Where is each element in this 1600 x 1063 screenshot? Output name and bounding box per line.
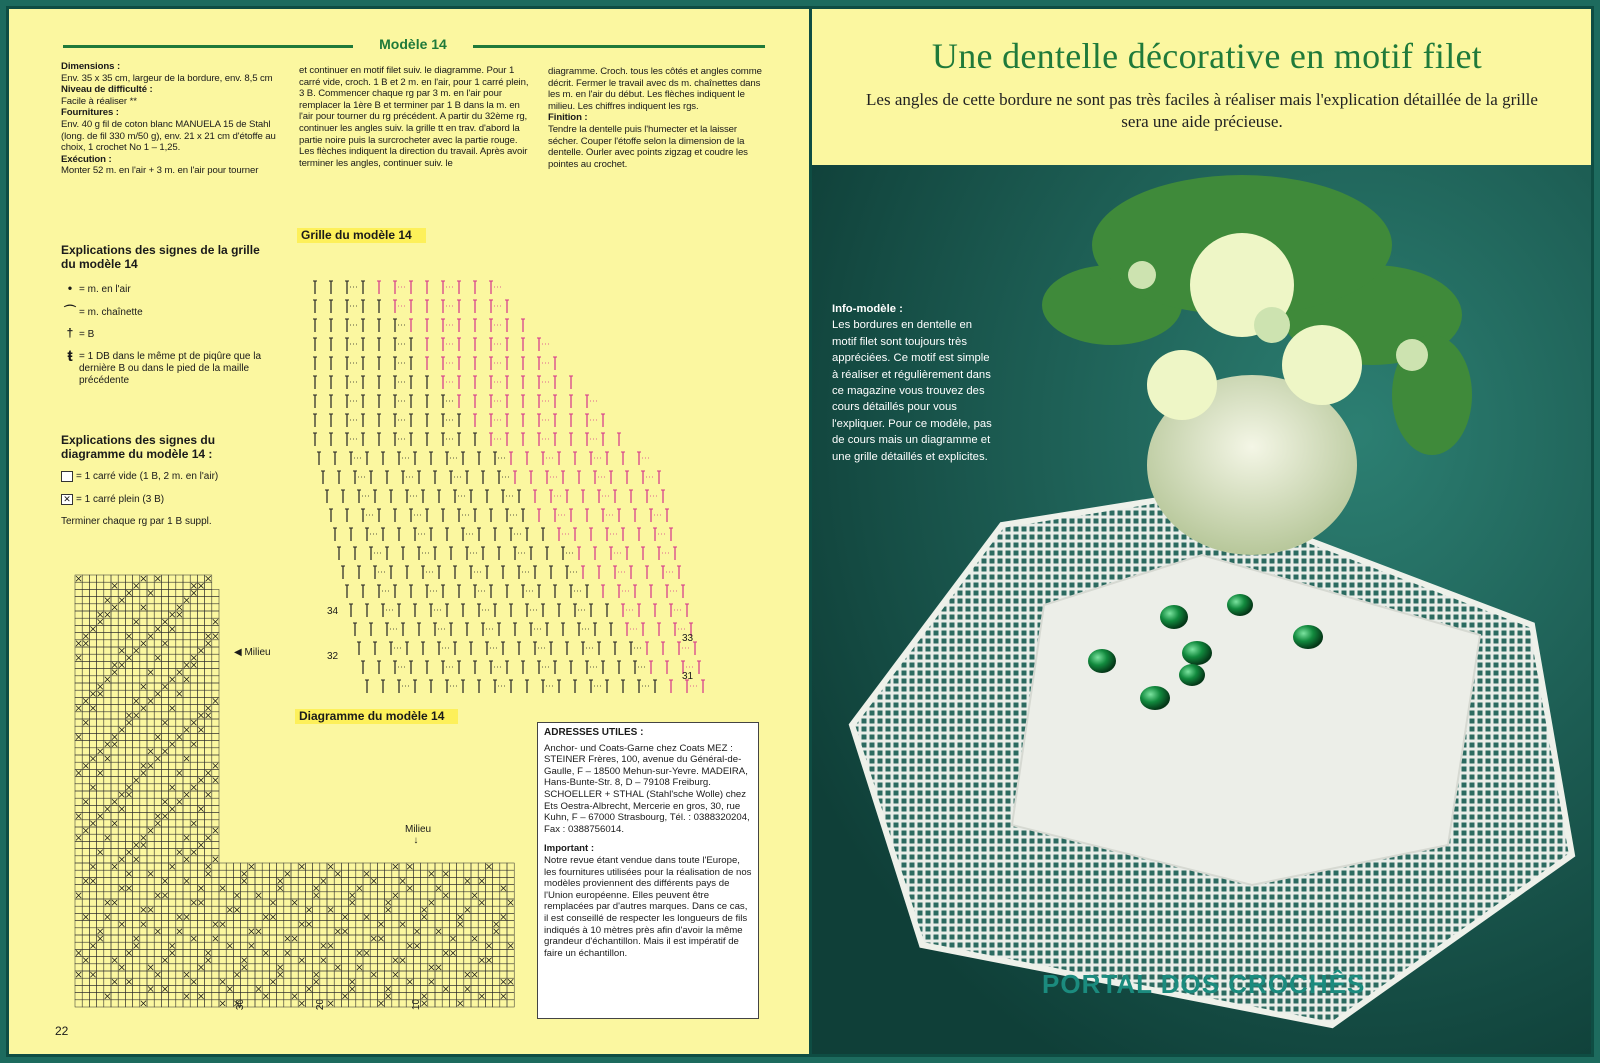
diagram-label: Diagramme du modèle 14 bbox=[295, 709, 458, 724]
info-text: Les bordures en dentelle en motif filet sont toujours très appréciées. Ce motif est simple à réaliser et régulièrement dans ce magazine vous trouvez des cours détaillés pour vous l'expliquer. Pour ce modèle, pas de cours mais un diagramme et une grille détaillés et explicites. bbox=[832, 319, 992, 463]
col3-text: diagramme. Croch. tous les côtés et angles comme décrit. Fermer le travail avec ds m. chaînettes dans les m. en l'air du début. Les flèches indiquent le milieu. Les chiffres indiquent les rgs. bbox=[548, 66, 762, 112]
text-column-2: et continuer en motif filet suiv. le diagramme. Pour 1 carré vide, croch. 1 B et 2 m. en l'air, pour 1 carré plein, 3 B. Commencer chaque rg par 3 m. en l'air pour remplacer la 1ère B et terminer par 1 B dans la m. en l'air pour tourner du rg précédent. A partir du 32ème rg, continuer les angles suiv. la grille tt en trav. d'abord la partie noire puis la surcrocheter avec la partie rouge. Les flèches indiquent la direction du travail. Après avoir terminer les angles, continuer suiv. le bbox=[299, 65, 529, 169]
watermark: PORTAL DOS CROCHÊS bbox=[1042, 969, 1366, 999]
header-rule-left bbox=[63, 45, 353, 48]
header-rule-right bbox=[473, 45, 765, 48]
text-column-1 bbox=[61, 61, 291, 177]
doily-photo bbox=[812, 165, 1591, 1054]
article-title: Une dentelle décorative en motif filet bbox=[931, 36, 1483, 76]
milieu-label: ◀ Milieu bbox=[234, 647, 271, 658]
grid-signs-title: Explications des signes de la grille du modèle 14 bbox=[61, 243, 260, 271]
grid-sign-text: = m. en l'air bbox=[79, 284, 131, 295]
grid-sign-text: = 1 DB dans le même pt de piqûre que la dernière B ou dans le pied de la maille précédente bbox=[79, 351, 262, 386]
diagram-note: Terminer chaque rg par 1 B suppl. bbox=[61, 516, 212, 527]
dimensions-text: Env. 35 x 35 cm, largeur de la bordure, env. 8,5 cm bbox=[61, 72, 273, 84]
important-text: Notre revue étant vendue dans toute l'Europe, les fournitures utilisées pour la réalisation de nos modèles proviennent des différents pays de l'Union européenne. Elles peuvent être remplacées par d'autres marques. Dans ce cas, il est conseillé de respecter les longueurs de fils indiqués à 10 mètres près afin d'avoir la même grandeur d'échantillon. Mais il est impératif de faire un échantillon. bbox=[544, 854, 752, 959]
supplies-text: Env. 40 g fil de coton blanc MANUELA 15 de Stahl (long. de fil 330 m/50 g), env. 21 x 21 cm d'étoffe au choix, 1 crochet No 1 – 1,25. bbox=[61, 118, 276, 154]
diagram-signs-title: Explications des signes du diagramme du modèle 14 : bbox=[61, 433, 216, 461]
filet-diagram bbox=[67, 571, 517, 1021]
difficulty-text: Facile à réaliser ** bbox=[61, 95, 137, 107]
address-text: Anchor- und Coats-Garne chez Coats MEZ : STEINER Frères, 100, avenue du Général-de-Gaulle, F – 18500 Mehun-sur-Yevre. MADEIRA, Hans-Bunte-Str. 8, D – 79108 Freiburg. SCHOELLER + STHAL (Stahl'sche Wolle) chez Ets Oestra-Albrecht, Mercerie en gros, 30, rue Kuhn, F – 67000 Strasbourg, Tél. : 0388320204, Fax : 0388756014. bbox=[544, 742, 750, 835]
grid-sign-row bbox=[61, 327, 291, 341]
row-number: 34 bbox=[327, 606, 339, 617]
milieu-text: Milieu bbox=[244, 647, 271, 658]
grid-sign-row bbox=[61, 348, 291, 387]
execution-text: Monter 52 m. en l'air + 3 m. en l'air pour tourner bbox=[61, 165, 259, 177]
row-number: 31 bbox=[682, 671, 694, 682]
article-subtitle: Les angles de cette bordure ne sont pas très faciles à réaliser mais l'explication détaillée de la grille sera une aide précieuse. bbox=[866, 90, 1538, 131]
text-column-3 bbox=[548, 66, 768, 170]
finition-text: Tendre la dentelle puis l'humecter et la laisser sécher. Couper l'étoffe selon la dimension de la dentelle. Ourler avec points zigzag et coudre les pointes au crochet. bbox=[548, 123, 748, 170]
finition-heading: Finition : bbox=[548, 112, 588, 124]
empty-square-icon bbox=[61, 471, 73, 482]
row-number: 33 bbox=[682, 633, 694, 644]
dimensions-heading: Dimensions : bbox=[61, 61, 121, 72]
double-crochet-icon: † bbox=[66, 326, 74, 340]
milieu-label: Milieu ↓ bbox=[405, 824, 432, 846]
page-number: 22 bbox=[55, 1024, 69, 1038]
address-title: ADRESSES UTILES : bbox=[544, 727, 644, 738]
axis-number: 20 bbox=[315, 998, 327, 1011]
filled-square-icon: ✕ bbox=[61, 494, 73, 505]
grid-sign-row bbox=[61, 305, 291, 319]
diagram-sign-row bbox=[61, 494, 164, 506]
right-page bbox=[812, 9, 1591, 1054]
grid-sign-text: = B bbox=[79, 329, 95, 340]
info-title: Info-modèle : bbox=[832, 303, 903, 315]
grid-sign-row bbox=[61, 282, 291, 296]
important-heading: Important : bbox=[544, 843, 595, 855]
model-title: Modèle 14 bbox=[379, 36, 447, 52]
grille-label: Grille du modèle 14 bbox=[297, 228, 426, 243]
left-page bbox=[9, 9, 809, 1054]
milieu-text: Milieu bbox=[405, 824, 432, 835]
diagram-sign-row bbox=[61, 471, 218, 483]
info-box bbox=[832, 301, 992, 465]
axis-number: 30 bbox=[235, 998, 247, 1011]
supplies-heading: Fournitures : bbox=[61, 107, 119, 119]
treble-crochet-icon: ŧ bbox=[67, 348, 73, 365]
diagram-sign-text: = 1 carré plein (3 B) bbox=[76, 494, 165, 506]
grid-sign-text: = m. chaînette bbox=[79, 307, 143, 318]
axis-number: 10 bbox=[411, 998, 423, 1011]
model-header bbox=[63, 36, 765, 53]
row-number: 32 bbox=[327, 651, 339, 662]
execution-heading: Exécution : bbox=[61, 153, 112, 165]
slip-stitch-icon: ⌒ bbox=[63, 304, 76, 318]
photo-illustration bbox=[812, 165, 1591, 1054]
diagram-sign-text: = 1 carré vide (1 B, 2 m. en l'air) bbox=[76, 471, 219, 483]
difficulty-heading: Niveau de difficulté : bbox=[61, 84, 153, 96]
chain-stitch-icon: • bbox=[67, 281, 73, 295]
address-box bbox=[537, 722, 759, 1019]
